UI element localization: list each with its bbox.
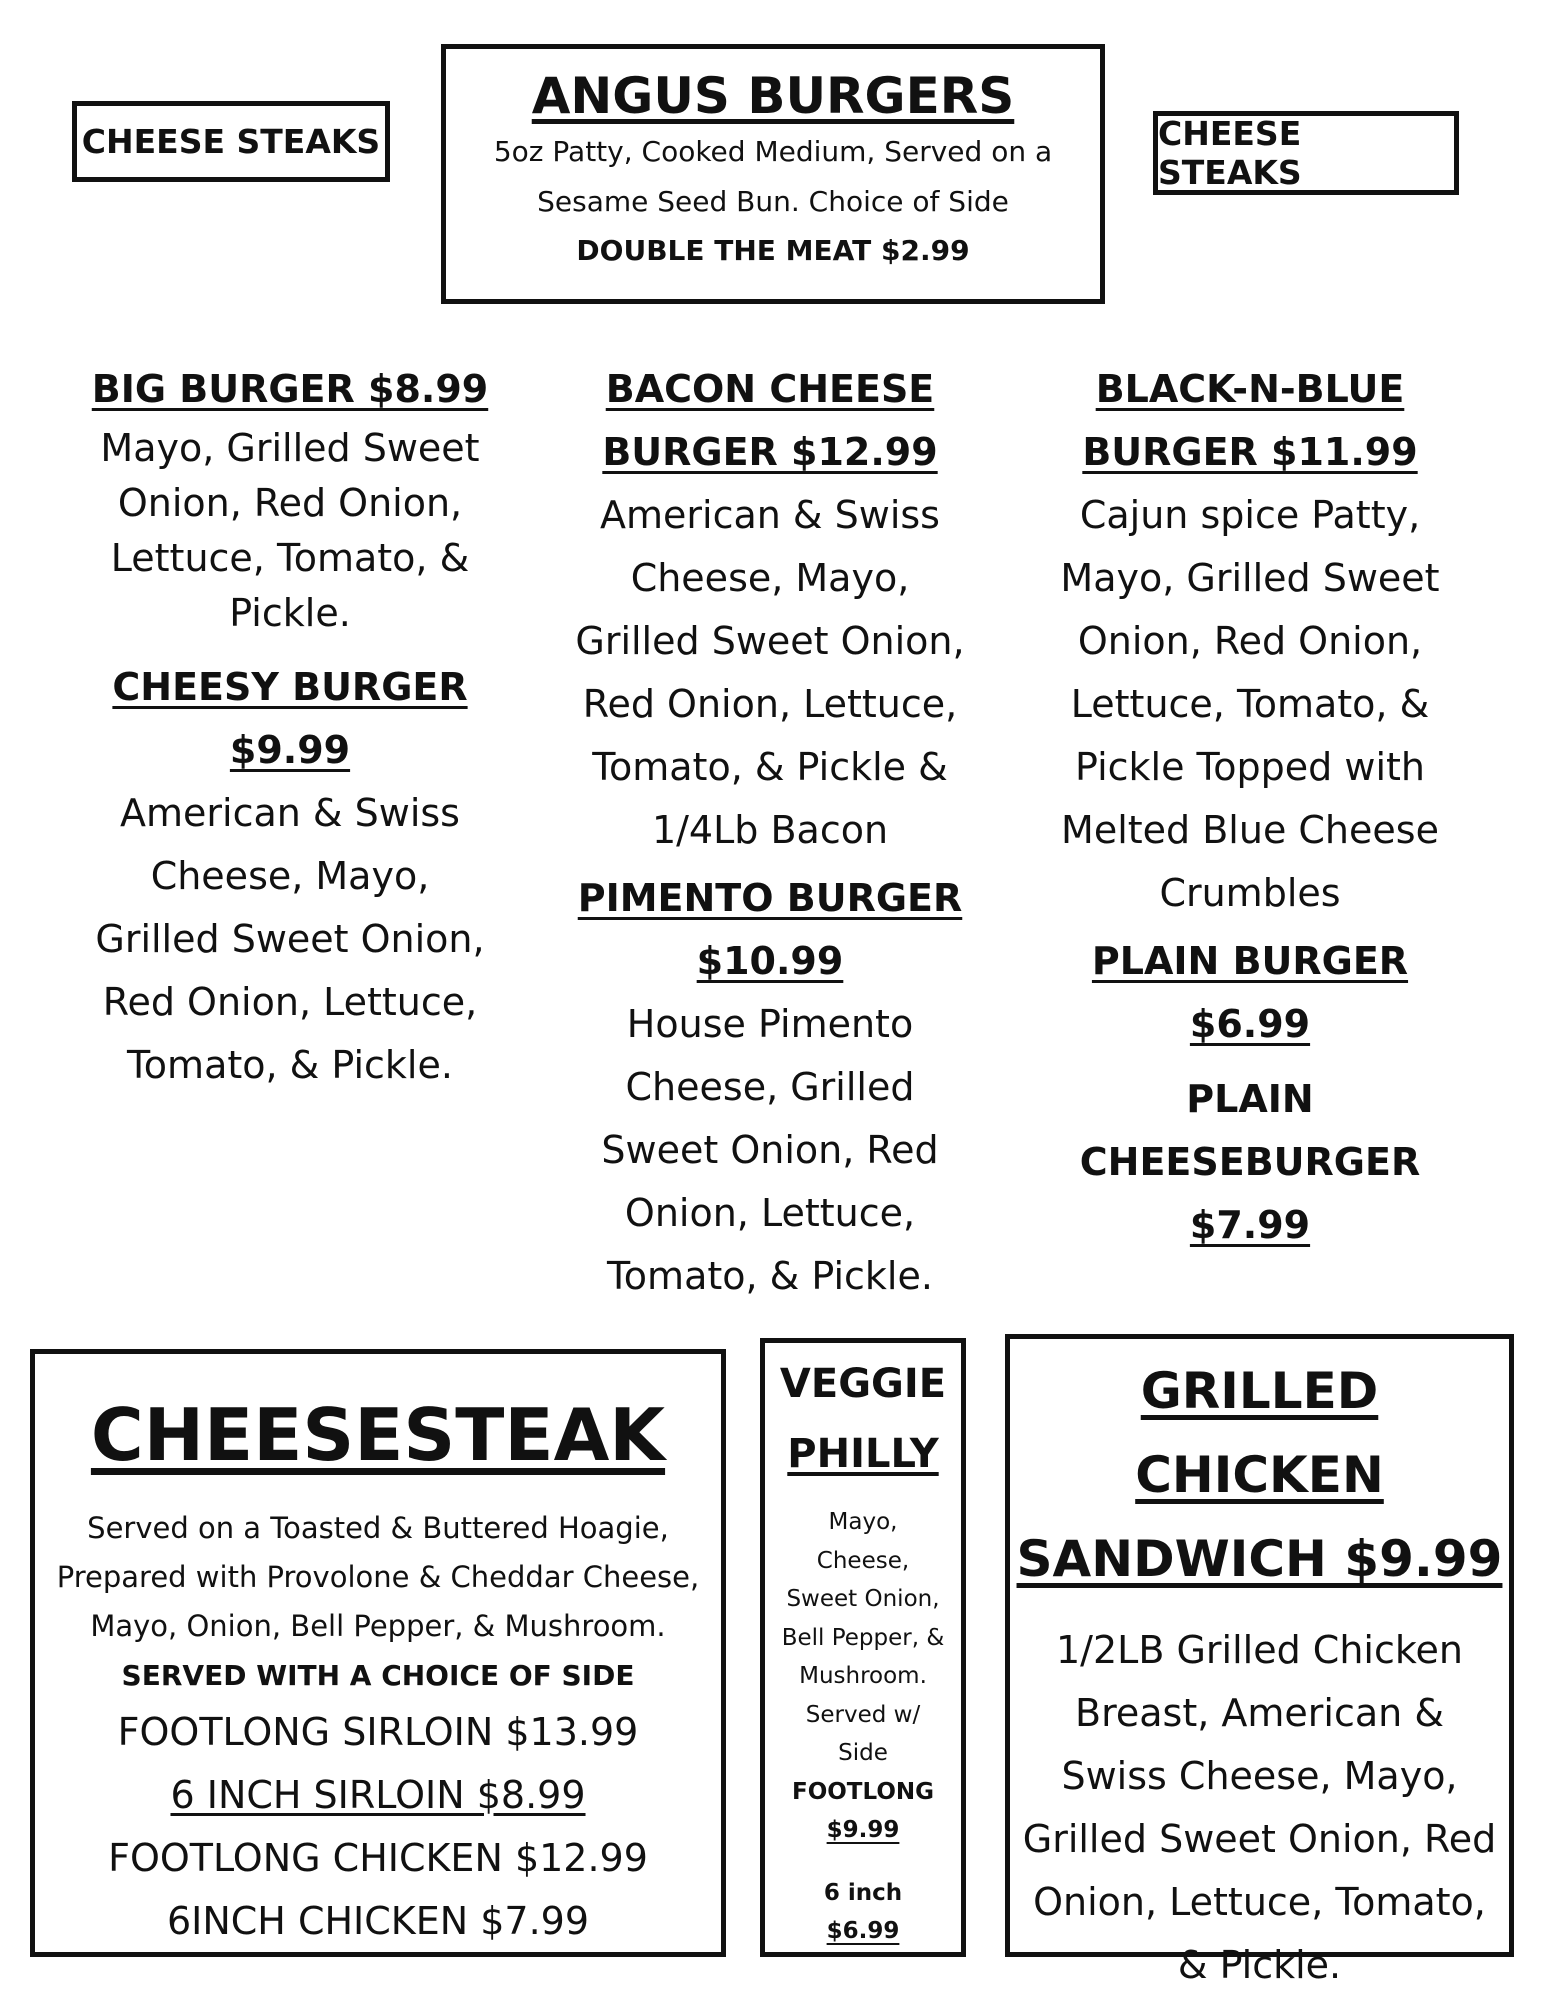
menu-item-desc-line: Cajun spice Patty, (1079, 493, 1421, 537)
menu-item-desc-line: Onion, Red Onion, (117, 481, 463, 525)
angus-desc-line: Sesame Seed Bun. Choice of Side (537, 185, 1009, 218)
menu-item-desc-line: Tomato, & Pickle. (607, 1254, 933, 1298)
menu-item-desc-line: Mayo, Grilled Sweet (100, 426, 480, 470)
menu-item-desc-line: Cheese, Mayo, (630, 556, 910, 600)
menu-item-desc-line: Lettuce, Tomato, & (1070, 682, 1430, 726)
menu-item-desc-line: Red Onion, Lettuce, (102, 980, 478, 1024)
grilled-chicken-section (1005, 1334, 1514, 1987)
cheesesteak-section (30, 1349, 726, 1957)
veggie-desc-line: Cheese, (816, 1547, 910, 1574)
menu-item-desc-line: Sweet Onion, Red (601, 1128, 939, 1172)
menu-item-price: $9.99 (229, 728, 351, 772)
menu-item-desc-line: Mayo, Grilled Sweet (1060, 556, 1440, 600)
chicken-desc-line: Onion, Lettuce, Tomato, (1033, 1880, 1486, 1924)
cheesesteak-size-price: FOOTLONG CHICKEN $12.99 (108, 1836, 648, 1880)
veggie-philly-section (760, 1338, 966, 1957)
veggie-desc-line: Served w/ (805, 1701, 921, 1728)
cheese-steaks-tag-right (1153, 111, 1459, 195)
double-meat-note: DOUBLE THE MEAT $2.99 (576, 234, 970, 267)
cheesesteak-desc-line: Mayo, Onion, Bell Pepper, & Mushroom. (90, 1609, 666, 1643)
veggie-footlong-price: $9.99 (826, 1817, 900, 1843)
tag-label: CHEESE STEAKS (1158, 114, 1302, 192)
menu-item-desc-line: Cheese, Mayo, (150, 854, 430, 898)
angus-burgers-header (441, 44, 1105, 304)
menu-item-name: BURGER $12.99 (602, 430, 938, 474)
chicken-desc-line: 1/2LB Grilled Chicken (1056, 1628, 1463, 1672)
veggie-title: PHILLY (787, 1431, 939, 1477)
tag-label: CHEESE STEAKS (81, 122, 381, 161)
cheesesteak-size-price: 6INCH CHICKEN $7.99 (166, 1899, 590, 1943)
menu-item-desc-line: American & Swiss (600, 493, 940, 537)
served-with-side-note: SERVED WITH A CHOICE OF SIDE (121, 1659, 635, 1692)
cheese-steaks-tag-left (72, 101, 390, 182)
menu-item-desc-line: Onion, Red Onion, (1077, 619, 1423, 663)
menu-item-desc-line: Tomato, & Pickle. (127, 1043, 453, 1087)
menu-item-desc-line: Pickle. (229, 591, 351, 635)
menu-item-name: PIMENTO BURGER (577, 876, 963, 920)
menu-item-desc-line: Grilled Sweet Onion, (95, 917, 485, 961)
menu-item-desc-line: Tomato, & Pickle & (592, 745, 948, 789)
menu-item-desc-line: 1/4Lb Bacon (651, 808, 889, 852)
menu-item-name: PLAIN BURGER (1091, 939, 1409, 983)
menu-item-name: BLACK-N-BLUE (1095, 367, 1405, 411)
menu-item-name: BIG BURGER $8.99 (91, 367, 489, 411)
veggie-title: VEGGIE (779, 1361, 947, 1407)
menu-item-name: PLAIN (1186, 1077, 1314, 1121)
menu-item-name: CHEESEBURGER (1079, 1140, 1421, 1184)
cheesesteak-desc-line: Prepared with Provolone & Cheddar Cheese, (56, 1560, 700, 1594)
menu-item-name: CHEESY BURGER (112, 665, 468, 709)
cheesesteak-title: CHEESESTEAK (90, 1393, 666, 1477)
burger-column-1 (70, 358, 510, 1097)
veggie-desc-line: Mushroom. (799, 1663, 927, 1689)
burger-column-2 (550, 358, 990, 1308)
menu-item-desc-line: Melted Blue Cheese (1061, 808, 1439, 852)
menu-item-desc-line: Red Onion, Lettuce, (582, 682, 958, 726)
cheesesteak-size-price: FOOTLONG SIRLOIN $13.99 (117, 1710, 639, 1754)
veggie-footlong-label: FOOTLONG (791, 1778, 935, 1805)
cheesesteak-desc-line: Served on a Toasted & Buttered Hoagie, (87, 1511, 669, 1545)
cheesesteak-size-price: 6 INCH SIRLOIN $8.99 (170, 1773, 586, 1817)
menu-item-desc-line: Crumbles (1159, 871, 1341, 915)
chicken-desc-line: Swiss Cheese, Mayo, (1061, 1754, 1458, 1798)
menu-item-price: $6.99 (1189, 1002, 1311, 1046)
veggie-desc-line: Side (838, 1740, 888, 1766)
angus-title: ANGUS BURGERS (531, 67, 1015, 125)
menu-item-desc-line: American & Swiss (120, 791, 460, 835)
veggie-desc-line: Mayo, (828, 1509, 898, 1535)
angus-desc-line: 5oz Patty, Cooked Medium, Served on a (493, 135, 1053, 168)
veggie-6inch-price: $6.99 (826, 1918, 900, 1944)
chicken-desc-line: Breast, American & (1075, 1691, 1444, 1735)
menu-item-desc-line: Grilled Sweet Onion, (575, 619, 965, 663)
menu-item-desc-line: House Pimento (626, 1002, 914, 1046)
menu-item-desc-line: Pickle Topped with (1075, 745, 1425, 789)
menu-item-desc-line: Cheese, Grilled (625, 1065, 915, 1109)
menu-item-name: BACON CHEESE (605, 367, 935, 411)
veggie-6inch-label: 6 inch (823, 1879, 903, 1906)
menu-item-price: $10.99 (696, 939, 844, 983)
menu-item-price: $7.99 (1189, 1203, 1311, 1247)
veggie-desc-line: Sweet Onion, (786, 1586, 940, 1612)
chicken-desc-line: & Pickle. (1177, 1943, 1342, 1987)
chicken-title: GRILLED CHICKEN (1135, 1362, 1384, 1504)
menu-item-name: BURGER $11.99 (1082, 430, 1418, 474)
veggie-desc-line: Bell Pepper, & (781, 1624, 945, 1651)
menu-item-desc-line: Onion, Lettuce, (624, 1191, 916, 1235)
chicken-title: SANDWICH $9.99 (1016, 1530, 1503, 1588)
burger-column-3 (1030, 358, 1470, 1257)
chicken-desc-line: Grilled Sweet Onion, Red (1022, 1817, 1497, 1861)
menu-item-desc-line: Lettuce, Tomato, & (110, 536, 470, 580)
